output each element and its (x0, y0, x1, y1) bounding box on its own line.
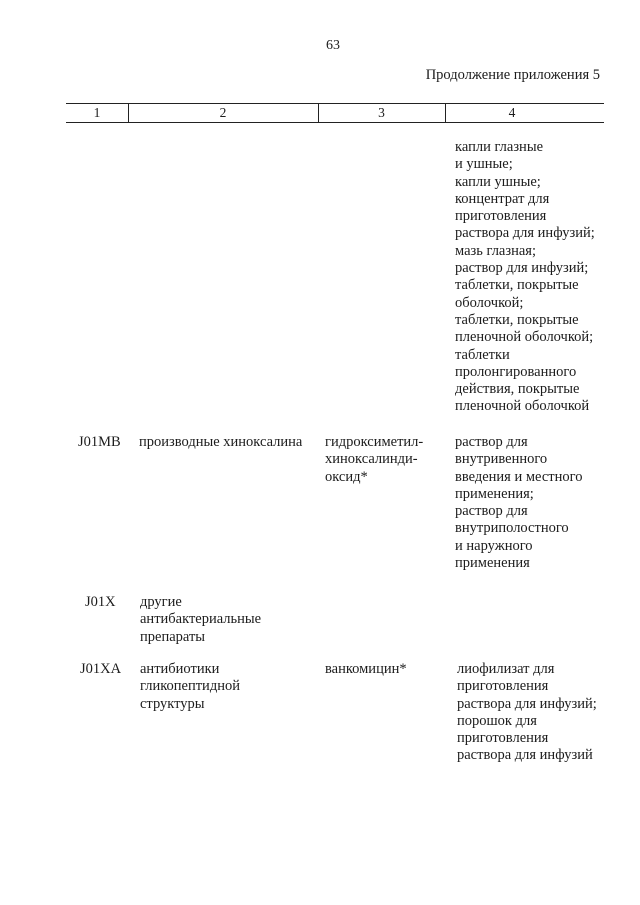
page-number: 63 (326, 38, 340, 53)
header-cell-3: 3 (378, 105, 385, 120)
atc-group-cell: другие антибактериальные препараты (140, 594, 262, 645)
dosage-forms-cell: лиофилизат для приготовления раствора для инфузий; порошок для приготовления раствора для инфузий (457, 661, 597, 764)
header-bottom-rule (66, 122, 604, 123)
atc-code-cell: J01XA (80, 661, 122, 677)
drug-name-cell: гидроксиметил- хиноксалинди- оксид* (325, 434, 424, 485)
dosage-forms-cell: раствор для внутривенного введения и местного применения; раствор для внутриполостного и наружного применения (455, 434, 583, 572)
atc-code-cell: J01X (85, 594, 116, 610)
dosage-forms-cell: капли глазные и ушные; капли ушные; концентрат для приготовления раствора для инфузий; мазь глазная; раствор для инфузий; таблетки, покрытые оболочкой; таблетки, покрытые пленочной оболочкой; таблетки пролонгированного действия, покрытые пленочной оболочкой (455, 139, 595, 415)
appendix-continuation-title: Продолжение приложения 5 (425, 67, 600, 83)
header-cell-2: 2 (219, 105, 227, 120)
atc-group-cell: производные хиноксалина (139, 434, 303, 450)
header-cell-1: 1 (93, 105, 101, 120)
drug-name-cell: ванкомицин* (325, 661, 407, 677)
atc-group-cell: антибиотики гликопептидной структуры (140, 661, 240, 712)
header-cell-4: 4 (508, 105, 516, 120)
atc-code-cell: J01MB (78, 434, 121, 450)
